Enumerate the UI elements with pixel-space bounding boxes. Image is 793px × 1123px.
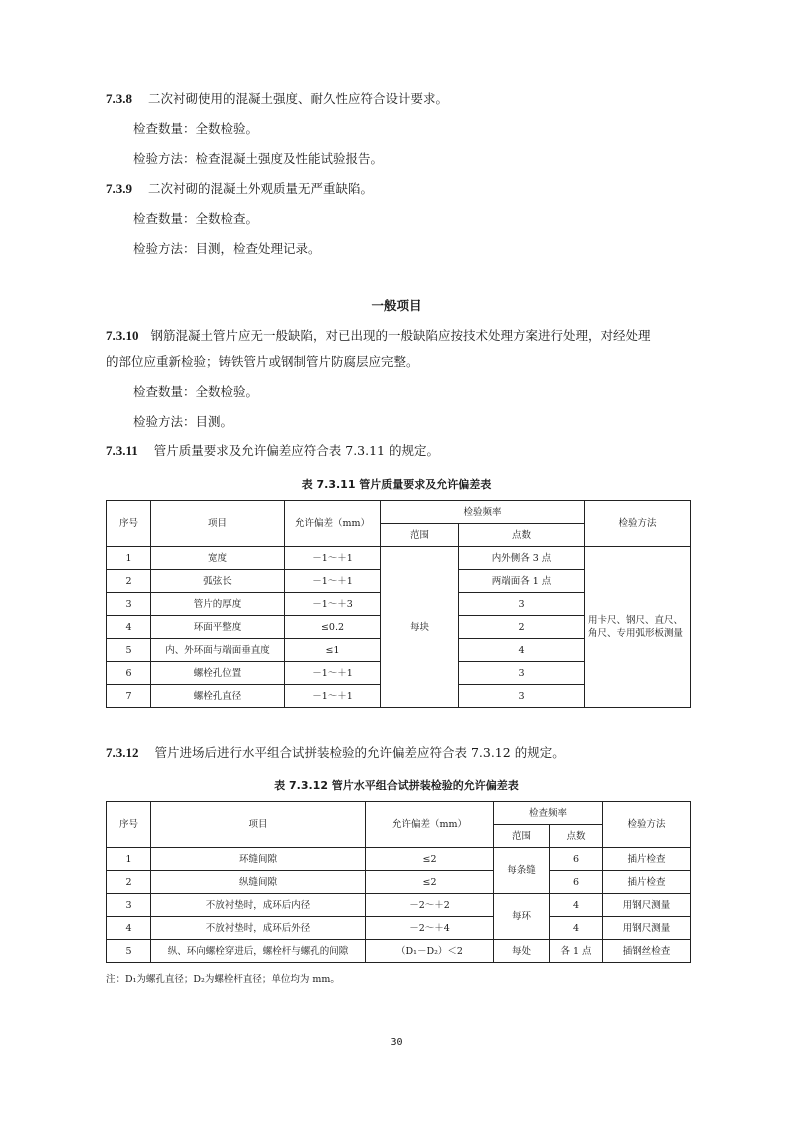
clause-number: 7.3.9 xyxy=(106,181,132,196)
header-tolerance: 允许偏差（mm） xyxy=(366,802,494,848)
check-method: 检验方法：目测，检查处理记录。 xyxy=(133,241,321,256)
check-method: 检验方法：检查混凝土强度及性能试验报告。 xyxy=(133,151,384,166)
clause-7-3-12 xyxy=(106,744,565,762)
cell-no: 4 xyxy=(107,917,151,940)
cell-points: 6 xyxy=(550,848,603,871)
table-7-3-11 xyxy=(106,500,691,708)
cell-item: 纵、环向螺栓穿进后，螺栓杆与螺孔的间隙 xyxy=(151,940,366,963)
clause-text: 二次衬砌的混凝土外观质量无严重缺陷。 xyxy=(147,181,373,196)
cell-method: 插片检查 xyxy=(603,848,691,871)
cell-tolerance: －1～＋1 xyxy=(285,547,381,570)
header-no: 序号 xyxy=(107,802,151,848)
cell-tolerance: －1～＋1 xyxy=(285,685,381,708)
clause-7-3-10 xyxy=(106,327,651,345)
clause-text-line1: 钢筋混凝土管片应无一般缺陷，对已出现的一般缺陷应按技术处理方案进行处理，对经处理 xyxy=(150,328,651,343)
cell-range: 每环 xyxy=(494,894,550,940)
header-tolerance: 允许偏差（mm） xyxy=(285,501,381,547)
clause-number: 7.3.8 xyxy=(106,91,132,106)
cell-method: 插钢丝检查 xyxy=(603,940,691,963)
cell-item: 管片的厚度 xyxy=(151,593,285,616)
cell-tolerance: ≤1 xyxy=(285,639,381,662)
cell-tolerance: －1～＋1 xyxy=(285,570,381,593)
cell-tolerance: ≤2 xyxy=(366,871,494,894)
table-row xyxy=(107,547,691,570)
cell-points: 各 1 点 xyxy=(550,940,603,963)
cell-no: 3 xyxy=(107,894,151,917)
cell-range: 每处 xyxy=(494,940,550,963)
check-quantity: 检查数量：全数检验。 xyxy=(133,384,259,399)
cell-no: 5 xyxy=(107,940,151,963)
cell-points: 两端面各 1 点 xyxy=(459,570,585,593)
cell-no: 3 xyxy=(107,593,151,616)
section-heading: 一般项目 xyxy=(371,298,422,313)
cell-tolerance: －2～＋4 xyxy=(366,917,494,940)
header-method: 检验方法 xyxy=(585,501,691,547)
clause-number: 7.3.11 xyxy=(106,443,138,458)
cell-tolerance: －2～＋2 xyxy=(366,894,494,917)
table-row xyxy=(107,848,691,871)
cell-points: 内外侧各 3 点 xyxy=(459,547,585,570)
cell-item: 环面平整度 xyxy=(151,616,285,639)
header-item: 项目 xyxy=(151,802,366,848)
cell-item: 不放衬垫时，成环后内径 xyxy=(151,894,366,917)
cell-method: 插片检查 xyxy=(603,871,691,894)
clause-7-3-11 xyxy=(106,442,439,460)
cell-points: 3 xyxy=(459,662,585,685)
clause-number: 7.3.10 xyxy=(106,328,139,343)
page-number: 30 xyxy=(390,1037,403,1048)
clause-7-3-9 xyxy=(106,180,373,198)
cell-item: 环缝间隙 xyxy=(151,848,366,871)
table-row xyxy=(107,917,691,940)
check-quantity: 检查数量：全数检查。 xyxy=(133,211,259,226)
header-points: 点数 xyxy=(550,825,603,848)
cell-tolerance: ≤2 xyxy=(366,848,494,871)
cell-item: 螺栓孔位置 xyxy=(151,662,285,685)
header-points: 点数 xyxy=(459,524,585,547)
table-note: 注：D₁为螺孔直径；D₂为螺栓杆直径；单位均为 mm。 xyxy=(106,974,340,985)
cell-method: 用卡尺、钢尺、直尺、角尺、专用弧形板测量 xyxy=(585,547,691,708)
cell-range: 每条缝 xyxy=(494,848,550,894)
clause-text: 管片进场后进行水平组合试拼装检验的允许偏差应符合表 7.3.12 的规定。 xyxy=(154,745,565,760)
cell-item: 弧弦长 xyxy=(151,570,285,593)
cell-item: 纵缝间隙 xyxy=(151,871,366,894)
table-row xyxy=(107,871,691,894)
cell-tolerance: －1～＋1 xyxy=(285,662,381,685)
cell-no: 1 xyxy=(107,547,151,570)
cell-points: 4 xyxy=(550,917,603,940)
cell-points: 3 xyxy=(459,593,585,616)
cell-points: 4 xyxy=(459,639,585,662)
cell-tolerance: －1～＋3 xyxy=(285,593,381,616)
table-row xyxy=(107,894,691,917)
header-range: 范围 xyxy=(494,825,550,848)
cell-range: 每块 xyxy=(381,547,459,708)
check-quantity: 检查数量：全数检验。 xyxy=(133,121,259,136)
cell-item: 不放衬垫时，成环后外径 xyxy=(151,917,366,940)
header-frequency: 检验频率 xyxy=(381,501,585,524)
cell-no: 5 xyxy=(107,639,151,662)
cell-no: 6 xyxy=(107,662,151,685)
clause-text: 管片质量要求及允许偏差应符合表 7.3.11 的规定。 xyxy=(153,443,439,458)
cell-points: 3 xyxy=(459,685,585,708)
cell-method: 用钢尺测量 xyxy=(603,894,691,917)
check-method: 检验方法：目测。 xyxy=(133,414,234,429)
table-caption: 表 7.3.11 管片质量要求及允许偏差表 xyxy=(301,478,492,491)
table-caption: 表 7.3.12 管片水平组合试拼装检验的允许偏差表 xyxy=(274,779,519,792)
cell-item: 内、外环面与端面垂直度 xyxy=(151,639,285,662)
cell-no: 1 xyxy=(107,848,151,871)
clause-text-line2: 的部位应重新检验；铸铁管片或钢制管片防腐层应完整。 xyxy=(106,354,419,369)
cell-points: 4 xyxy=(550,894,603,917)
table-7-3-12 xyxy=(106,801,691,963)
cell-no: 7 xyxy=(107,685,151,708)
cell-no: 2 xyxy=(107,871,151,894)
cell-no: 2 xyxy=(107,570,151,593)
table-row xyxy=(107,940,691,963)
header-item: 项目 xyxy=(151,501,285,547)
cell-no: 4 xyxy=(107,616,151,639)
cell-tolerance: （D₁－D₂）＜2 xyxy=(366,940,494,963)
cell-points: 6 xyxy=(550,871,603,894)
header-range: 范围 xyxy=(381,524,459,547)
header-no: 序号 xyxy=(107,501,151,547)
cell-item: 宽度 xyxy=(151,547,285,570)
cell-tolerance: ≤0.2 xyxy=(285,616,381,639)
cell-method: 用钢尺测量 xyxy=(603,917,691,940)
cell-item: 螺栓孔直径 xyxy=(151,685,285,708)
clause-number: 7.3.12 xyxy=(106,745,139,760)
clause-text: 二次衬砌使用的混凝土强度、耐久性应符合设计要求。 xyxy=(147,91,448,106)
header-frequency: 检查频率 xyxy=(494,802,603,825)
cell-points: 2 xyxy=(459,616,585,639)
header-method: 检验方法 xyxy=(603,802,691,848)
clause-7-3-8 xyxy=(106,90,448,108)
